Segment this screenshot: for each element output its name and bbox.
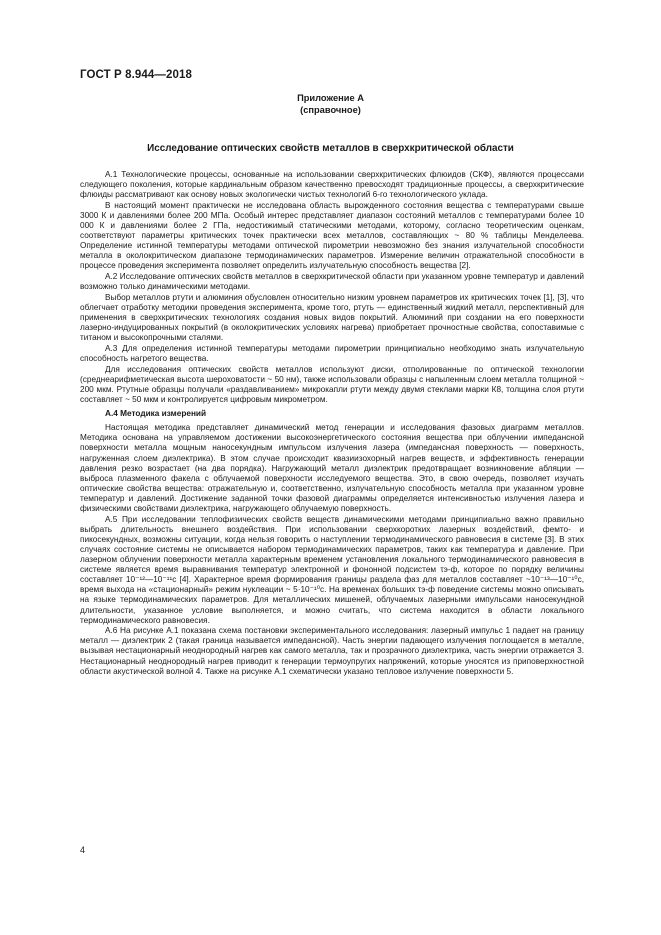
annex-heading bbox=[0, 93, 661, 116]
paragraph-a3: А.3 Для определения истинной температуры методами пирометрии принципиально необходимо знать излучательную способность нагретого вещества. bbox=[80, 343, 584, 364]
annex-note: (справочное) bbox=[300, 104, 361, 115]
section-title: Исследование оптических свойств металлов в сверхкритической области bbox=[147, 143, 514, 154]
annex-title: Приложение А bbox=[297, 93, 364, 103]
subsection-title: А.4 Методика измерений bbox=[105, 409, 207, 419]
document-header: ГОСТ Р 8.944—2018 bbox=[80, 69, 192, 81]
paragraph-a6: А.6 На рисунке А.1 показана схема постановки экспериментального исследования: лазерный импульс 1 падает на границу металл — диэлектрик 2 (такая граница называется импедансной). Часть энергии падающего излучения поглощается в металле, вызывая нестационарный неоднородный нагрев как самого металла, так и прозрачного диэлектрика, часть энергии отражается 3. Нестационарный неоднородный нагрев приводит к генерации термоупругих напряжений, которые уносятся из приповерхностной области акустической волной 4. Также на рисунке А.1 схематически указано тепловое излучение поверхности 5. bbox=[80, 626, 584, 676]
paragraph-a1-cont: В настоящий момент практически не исследована область вырожденного состояния вещества с температурами свыше 3000 К и давлениями более 200 МПа. Особый интерес представляет диапазон состояний металлов с температурами более 10 000 К и давлениями более 2 ГПа, недостижимый статическими методами, которому, согласно теоретическим оценкам, соответствуют параметры критических точек практически всех металлов, составляющих ~ 80 % таблицы Менделеева. Определение истинной температуры методами оптической пирометрии невозможно без знания излучательной способности металла в околокритическом диапазоне термодинамических параметров. Измерение величин отражательной способности в процессе проведения эксперимента позволяет определить излучательную способность вещества [2]. bbox=[80, 200, 584, 271]
paragraph-a1: А.1 Технологические процессы, основанные на использовании сверхкритических флюидов (СКФ), являются процессами следующего поколения, которые кардинальным образом качественно превосходят традиционные процессы, а сверхкритические флюиды рассматривают как основу новых экологически чистых технологий 6-го технологического уклада. bbox=[80, 170, 584, 200]
paragraph-a3-cont: Для исследования оптических свойств металлов используют диски, отполированные по оптической технологии (среднеарифметическая высота шероховатости ~ 50 нм), также использовали образцы с напыленным слоем металла толщиной ~ 200 мкм. Ртутные образцы получали «раздавливанием» микрокапли ртути между двумя стеклами марки К8, толщина слоя ртути составляет ~ 50 мкм и контролируется цифровым микрометром. bbox=[80, 364, 584, 405]
body-text bbox=[80, 170, 584, 677]
page-number: 4 bbox=[80, 845, 86, 855]
paragraph-a4: Настоящая методика представляет динамический метод генерации и исследования фазовых диаграмм металлов. Методика основана на управляемом достижении высокоэнергетического состояния вещества при облучении импедансной поверхности металла мощным наносекундным импульсом излучения лазера (импедансная поверхность — поверхность, нагруженная слоем диэлектрика). В этом случае происходит квазиизохорный нагрев веществ, и эффективность генерации давления резко возрастает (на два порядка). Нагружающий металл диэлектрик предотвращает возникновение абляции — выброса плазменного факела с облучаемой поверхности исследуемого вещества. Это, в свою очередь, позволяет изучать оптические свойства вещества: отражательную и, соответственно, излучательную способность металла при указанном уровне температур и давлений. Достижение заданной точки фазовой диаграммы определяется интенсивностью излучения лазера и физическими свойствами диэлектрика, нагружающего облучаемую поверхность. bbox=[80, 423, 584, 513]
paragraph-a5: А.5 При исследовании теплофизических свойств веществ динамическими методами принципиально важно правильно выбрать длительность внешнего воздействия. При использовании сверхкоротких лазерных воздействий, фемто- и пикосекундных, возможны ситуации, когда нельзя говорить о наступлении термодинамического равновесия в системе [3]. В этих случаях состояние системы не описывается набором термодинамических параметров, таких как температура и давление. При лазерном облучении поверхности металла характерным временем установления локального термодинамического равновесия в системе является время выравнивания температур электронной и фононной подсистем τэ-ф, которое по порядку величины составляет 10⁻¹²—10⁻¹¹с [4]. Характерное время формирования границы раздела фаз для металлов составляет ~10⁻¹³—10⁻¹⁰с, время выхода на «стационарный» режим нуклеации ~ 5·10⁻¹⁰с. На временах больших τэ-ф поведение системы можно описывать на языке термодинамических параметров. Для металлических мишеней, облучаемых лазерными импульсами наносекундной длительности, указанное условие выполняется, и можно считать, что система находится в области локального термодинамического равновесия. bbox=[80, 514, 584, 625]
paragraph-a2: А.2 Исследование оптических свойств металлов в сверхкритической области при указанном уровне температур и давлений возможно только динамическими методами. bbox=[80, 272, 584, 292]
paragraph-a2-cont: Выбор металлов ртути и алюминия обусловлен относительно низким уровнем параметров их критических точек [1], [3], что облегчает отработку методики проведения эксперимента, кроме того, ртуть — единственный жидкий металл, перспективный для применения в сверхкритических технологиях создания новых видов покрытий. Алюминий при создании на его поверхности лазерно-индуцированных покрытий (в околокритических условиях нагрева) приобретает прочностные свойства, сопоставимые с титаном и высокопрочными сталями. bbox=[80, 292, 584, 343]
